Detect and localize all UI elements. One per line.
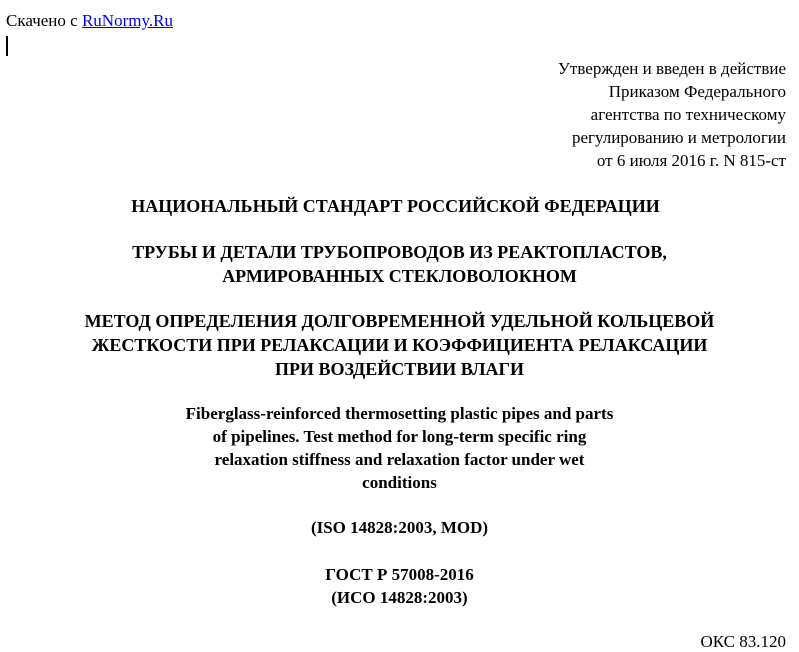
text-cursor — [6, 36, 8, 56]
english-title-line: of pipelines. Test method for long-term specific ring — [212, 427, 587, 446]
approval-line: Приказом Федерального — [608, 82, 786, 101]
english-title — [0, 402, 799, 494]
gost-number: ГОСТ Р 57008-2016 — [325, 565, 474, 584]
gost-designation — [0, 563, 799, 609]
approval-block — [446, 57, 786, 172]
english-title-line: conditions — [362, 473, 437, 492]
national-standard-text: НАЦИОНАЛЬНЫЙ СТАНДАРТ РОССИЙСКОЙ ФЕДЕРАЦИИ — [131, 196, 660, 216]
title-line: ТРУБЫ И ДЕТАЛИ ТРУБОПРОВОДОВ ИЗ РЕАКТОПЛАСТОВ, — [132, 242, 667, 262]
source-link[interactable]: RuNormy.Ru — [81, 11, 173, 30]
source-prefix: Скачено с — [6, 11, 82, 30]
approval-line: от 6 июля 2016 г. N 815-ст — [596, 151, 786, 170]
national-standard-heading — [0, 195, 799, 217]
method-line: ПРИ ВОЗДЕЙСТВИИ ВЛАГИ — [275, 359, 524, 379]
english-title-line: relaxation stiffness and relaxation factor under wet — [214, 450, 585, 469]
iso-number: (ИСО 14828:2003) — [331, 588, 468, 607]
method-line: МЕТОД ОПРЕДЕЛЕНИЯ ДОЛГОВРЕМЕННОЙ УДЕЛЬНОЙ КОЛЬЦЕВОЙ — [84, 311, 715, 331]
approval-line: регулированию и метрологии — [571, 128, 786, 147]
method-line: ЖЕСТКОСТИ ПРИ РЕЛАКСАЦИИ И КОЭФФИЦИЕНТА РЕЛАКСАЦИИ — [91, 335, 708, 355]
approval-line: Утвержден и введен в действие — [557, 59, 786, 78]
source-line — [6, 11, 173, 31]
title-line: АРМИРОВАННЫХ СТЕКЛОВОЛОКНОМ — [222, 266, 577, 286]
english-title-line: Fiberglass-reinforced thermosetting plastic pipes and parts — [185, 404, 614, 423]
document-title — [0, 240, 799, 288]
approval-line: агентства по техническому — [590, 105, 786, 124]
oks-code: ОКС 83.120 — [700, 632, 786, 651]
method-title — [0, 309, 799, 381]
iso-reference: (ISO 14828:2003, MOD) — [310, 518, 489, 537]
